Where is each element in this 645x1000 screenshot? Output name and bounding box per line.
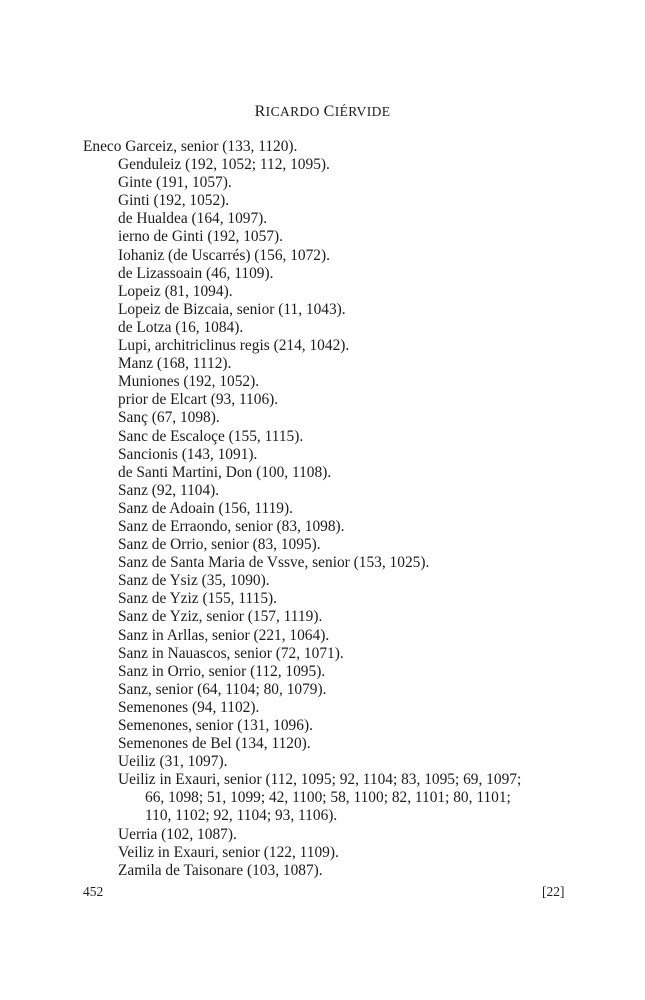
index-entry: Iohaniz (de Uscarrés) (156, 1072). bbox=[118, 246, 330, 264]
index-entry: Semenones, senior (131, 1096). bbox=[118, 717, 313, 734]
index-entry: Muniones (192, 1052). bbox=[118, 373, 260, 391]
index-entry: Genduleiz (192, 1052; 112, 1095). bbox=[118, 156, 330, 174]
index-entry: prior de Elcart (93, 1106). bbox=[118, 391, 279, 409]
index-entry: Sanz de Ysiz (35, 1090). bbox=[118, 572, 270, 590]
index-entry: Semenones (94, 1102). bbox=[118, 698, 260, 716]
index-entry: Veiliz in Exauri, senior (122, 1109). bbox=[118, 843, 339, 861]
index-entry: de Lotza (16, 1084). bbox=[118, 318, 244, 336]
running-head-initial-2: C bbox=[323, 103, 335, 120]
index-entry: Sanz de Adoain (156, 1119). bbox=[118, 499, 293, 517]
index-entry: ierno de Ginti (192, 1057). bbox=[118, 228, 283, 246]
index-entry: Sanz in Orrio, senior (112, 1095). bbox=[118, 662, 326, 680]
index-entry-continuation: 110, 1102; 92, 1104; 93, 1106). bbox=[145, 807, 338, 825]
index-entry: Sanz in Nauascos, senior (72, 1071). bbox=[118, 644, 344, 662]
running-head-initial-1: R bbox=[254, 103, 266, 120]
index-entry: Sanz, senior (64, 1104; 80, 1079). bbox=[118, 680, 327, 698]
index-entries-list bbox=[0, 138, 645, 880]
bracket-page-number: [22] bbox=[542, 884, 565, 899]
index-entry: Lopeiz de Bizcaia, senior (11, 1043). bbox=[118, 300, 346, 318]
index-entry: Ueiliz (31, 1097). bbox=[118, 753, 228, 771]
index-entry: Lopeiz (81, 1094). bbox=[118, 282, 233, 300]
index-entry: Sanz de Yziz, senior (157, 1119). bbox=[118, 608, 323, 626]
index-entry: Sanç (67, 1098). bbox=[118, 409, 220, 427]
index-entry: de Lizassoain (46, 1109). bbox=[118, 264, 274, 282]
index-entry-continuation: 66, 1098; 51, 1099; 42, 1100; 58, 1100; 82, 1101; 80, 1101; bbox=[145, 789, 511, 807]
index-entry: Semenones de Bel (134, 1120). bbox=[118, 735, 311, 753]
index-entry: Sanc de Escaloçe (155, 1115). bbox=[118, 427, 304, 445]
index-entry: Lupi, architriclinus regis (214, 1042). bbox=[118, 337, 350, 355]
index-entry: de Hualdea (164, 1097). bbox=[118, 210, 268, 228]
index-entry: Sanz in Arllas, senior (221, 1064). bbox=[118, 626, 330, 644]
running-head-rest-2: IÉRVIDE bbox=[334, 104, 391, 119]
index-entry: Sanz de Erraondo, senior (83, 1098). bbox=[118, 517, 345, 535]
index-entry: Sanz de Orrio, senior (83, 1095). bbox=[118, 536, 321, 554]
index-entry: de Santi Martini, Don (100, 1108). bbox=[118, 463, 332, 481]
index-entry: Sanz de Santa Maria de Vssve, senior (153, 1025). bbox=[118, 554, 430, 572]
running-head bbox=[0, 103, 645, 121]
index-entry: Uerria (102, 1087). bbox=[118, 825, 237, 843]
running-head-rest-1: ICARDO bbox=[265, 104, 320, 119]
index-entry: Sanz (92, 1104). bbox=[118, 481, 220, 499]
index-entry: Ginti (192, 1052). bbox=[118, 192, 230, 210]
index-entry: Sancionis (143, 1091). bbox=[118, 445, 258, 463]
page-number: 452 bbox=[83, 884, 104, 899]
index-entry: Ueiliz in Exauri, senior (112, 1095; 92, 1104; 83, 1095; 69, 1097; bbox=[118, 771, 522, 789]
index-entry: Manz (168, 1112). bbox=[118, 355, 232, 373]
index-entry: Eneco Garceiz, senior (133, 1120). bbox=[83, 138, 298, 155]
index-entry: Sanz de Yziz (155, 1115). bbox=[118, 590, 277, 608]
index-entry: Zamila de Taisonare (103, 1087). bbox=[118, 861, 323, 879]
index-entry: Ginte (191, 1057). bbox=[118, 174, 232, 192]
